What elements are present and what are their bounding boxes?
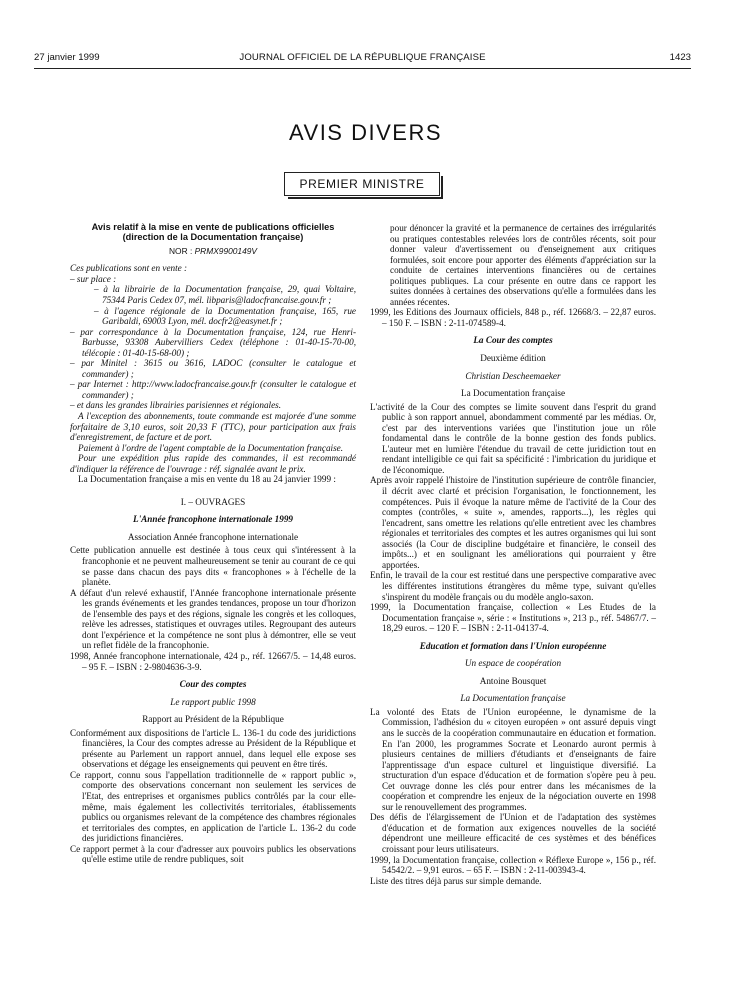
paragraph: – à la librairie de la Documentation française, 29, quai Voltaire, 75344 Paris Cedex 07, mél. libparis@ladocfrancaise.gouv.fr ;: [94, 284, 356, 305]
paragraph: A défaut d'un relevé exhaustif, l'Année francophone internationale présente les grands événements et les grandes tendances, propose un tour d'horizon de l'ensemble des pays et des régions, signale les congrès et les colloques, relève les adresses, statistiques et ouvrages utiles. Regroupant des auteurs dont l'expérience et la compétence ne sont plus à démontrer, elle se veut un reflet fidèle de la francophonie.: [70, 587, 356, 651]
section-heading-ouvrages: I. – OUVRAGES: [180, 496, 246, 507]
book-subtitle: Le rapport public 1998: [170, 696, 256, 707]
book-description: [70, 545, 356, 650]
book-description: [370, 402, 656, 602]
sales-intro: [70, 263, 356, 484]
right-column: [370, 223, 656, 886]
paragraph: Conformément aux dispositions de l'article L. 136-1 du code des juridictions financières, la Cour des comptes adresse au Président de la République et présente au Parlement un rapport annuel, dans lequel elle expose ses observations et dégage les enseignements qui peuvent en être tirés.: [70, 727, 356, 770]
avis-title-line-1: Avis relatif à la mise en vente de publications officielles: [91, 222, 335, 232]
paragraph: – à l'agence régionale de la Documentation française, 165, rue Garibaldi, 69003 Lyon, mél. docfr2@easynet.fr ;: [94, 305, 356, 327]
left-column: [70, 222, 356, 865]
book-description: [70, 728, 356, 865]
book-publisher: La Documentation française: [460, 693, 566, 704]
book-reference: 1999, la Documentation française, collection « Réflexe Europe », 156 p., réf. 54542/2. – 9,91 euros. – 65 F. – ISBN : 2-11-003943-4.: [370, 854, 656, 876]
header-page-number: 1423: [669, 52, 691, 63]
paragraph: – par Internet : http://www.ladocfrancaise.gouv.fr (consulter le catalogue et commander) ;: [70, 379, 356, 400]
paragraph: La volonté des Etats de l'Union européenne, le dynamisme de la Commission, l'adhésion du « citoyen européen » ont assuré depuis vingt ans le succès de la coopération communautaire en éducation et formation. En l'an 2000, les programmes Socrate et Leonardo auront permis à plusieurs centaines de milliers d'étudiants et d'enseignants de faire l'apprentissage d'un espace culturel et linguistique diversifié. La structuration d'un espace d'éducation et de formation s'opère peu à peu. Cet ouvrage donne les clés pour entrer dans les mécanismes de la coopération et comprendre les enjeux de la négociation ouverte en 1998 sur le renouvellement des programmes.: [370, 706, 656, 812]
header-rule: [34, 68, 691, 69]
paragraph: Paiement à l'ordre de l'agent comptable de la Documentation française.: [78, 442, 344, 453]
paragraph: Cette publication annuelle est destinée à tous ceux qui s'intéressent à la francophonie et ne peuvent malheureusement se tenir au courant de ce qui se passe dans chacun des pays dits « francophones » à l'échelle de la planète.: [70, 545, 356, 588]
paragraph: – par correspondance à la Documentation française, 124, rue Henri-Barbusse, 93308 Aubervilliers Cedex (téléphone : 01-40-15-70-00, télécopie : 01-40-15-68-00) ;: [70, 326, 356, 358]
book-title: Education et formation dans l'Union européenne: [419, 640, 607, 651]
paragraph: – et dans les grandes librairies parisiennes et régionales.: [70, 400, 282, 411]
nor-reference: [70, 246, 356, 257]
closing-note: Liste des titres déjà parus sur simple demande.: [370, 875, 542, 886]
header-journal-name: JOURNAL OFFICIEL DE LA RÉPUBLIQUE FRANÇAISE: [239, 52, 486, 63]
book-title: Cour des comptes: [179, 679, 247, 690]
book-title: L'Année francophone internationale 1999: [132, 514, 294, 525]
nor-value: PRMX9900149V: [194, 245, 257, 256]
avis-title-line-2: (direction de la Documentation française): [122, 232, 304, 243]
paragraph: Ce rapport permet à la cour d'adresser aux pouvoirs publics les observations qu'elle estime utile de rendre publiques, soit: [70, 843, 356, 865]
paragraph: Enfin, le travail de la cour est restitué dans une perspective comparative avec les différentes institutions étrangères du même type, suivant qu'elles s'inspirent du modèle français ou du modèle anglo-saxon.: [370, 570, 656, 602]
paragraph: – sur place :: [70, 273, 117, 284]
paragraph: Des défis de l'élargissement de l'Union et de l'adaptation des systèmes d'éducation et de formation aux exigences nouvelles de la société dépendront une meilleure efficacité de ces systèmes et des bénéfices croissant pour leurs utilisateurs.: [370, 812, 656, 854]
page-title: AVIS DIVERS: [288, 120, 443, 145]
nor-label: NOR :: [169, 245, 193, 256]
book-author: Rapport au Président de la République: [142, 714, 284, 725]
paragraph: Ce rapport, connu sous l'appellation traditionnelle de « rapport public », comporte des observations concernant non seulement les services de l'Etat, des entreprises et organismes publics contrôlés par la cour elle-même, mais également les collectivités territoriales, établissements publics ou organismes relevant de la compétence des chambres régionales et territoriales des comptes, en application de l'article L. 136-2 du code des juridictions financières.: [70, 769, 356, 844]
paragraph: Pour une expédition plus rapide des commandes, il est recommandé d'indiquer la référence de l'ouvrage : réf. signalée avant le prix.: [70, 453, 356, 474]
book-publisher: La Documentation française: [460, 388, 566, 399]
book-reference: 1999, la Documentation française, collection « Les Etudes de la Documentation française », série : « Institutions », 213 p., réf. 54867/7. – 18,29 euros. – 120 F. – ISBN : 2-11-04137-4.: [370, 602, 656, 634]
book-title: La Cour des comptes: [473, 335, 553, 346]
book-description: [370, 707, 656, 855]
book-author: Association Année francophone internationale: [127, 531, 299, 542]
book-reference: 1998, Année francophone internationale, 424 p., réf. 12667/5. – 14,48 euros. – 95 F. – ISBN : 2-9804636-3-9.: [70, 650, 356, 672]
book-author: Antoine Bousquet: [479, 675, 547, 686]
book-reference: 1999, les Editions des Journaux officiels, 848 p., réf. 12668/3. – 22,87 euros. – 150 F. – ISBN : 2-11-074589-4.: [370, 307, 656, 328]
section-box-title: PREMIER MINISTRE: [284, 172, 440, 196]
paragraph: A l'exception des abonnements, toute commande est majorée d'une somme forfaitaire de 3,10 euros, soit 20,33 F (TTC), pour participation aux frais d'enregistrement, de facture et de port.: [70, 411, 356, 443]
paragraph: Ces publications sont en vente :: [70, 263, 188, 274]
paragraph: Après avoir rappelé l'histoire de l'institution supérieure de contrôle financier, il décrit avec clarté et précision l'organisation, le fonctionnement, les compétences. Puis il évoque la nature même de l'activité de la Cour des comptes (contrôles, « suite », amendes, rapports...), les règles qui l'encadrent, sans omettre les relations qu'elle entretient avec les chambres régionales et territoriales des comptes et les autres organismes qui lui sont associés (la Cour de discipline budgétaire et financière, le conseil des impôts...) et en soulignant les améliorations qui pourraient y être apportées.: [370, 475, 656, 570]
book-edition: Deuxième édition: [480, 353, 546, 364]
page-header: [34, 52, 691, 66]
book-author: Christian Descheemaeker: [465, 370, 561, 381]
paragraph: L'activité de la Cour des comptes se limite souvent dans l'esprit du grand public à son rapport annuel, abondamment commenté par les médias. Or, c'est par des interventions variées que l'institution joue un rôle fondamental dans le contrôle de la bonne gestion des fonds publics. L'auteur met en lumière l'étendue du travail de cette juridiction tout en rendant intelligible ce qui fait sa spécificité : l'imbrication du juridique et de l'économique.: [370, 401, 656, 475]
paragraph: La Documentation française a mis en vente du 18 au 24 janvier 1999 :: [78, 474, 336, 485]
continued-paragraph: pour dénoncer la gravité et la permanence de certaines des irrégularités ou pratiques contestables relevées lors de contrôles récents, soit pour donner valeur d'avertissement ou d'enseignement aux critiques formulées, soit encore pour apporter des éléments d'appréciation sur la conduite de certaines interventions financières ou de certaines politiques publiques. La cour présente en outre dans ce rapport les suites données à certaines des observations qu'elle a formulées dans les années récentes.: [390, 223, 656, 307]
header-date: 27 janvier 1999: [34, 52, 100, 63]
book-subtitle: Un espace de coopération: [464, 658, 562, 669]
paragraph: – par Minitel : 3615 ou 3616, LADOC (consulter le catalogue et commander) ;: [70, 358, 356, 379]
